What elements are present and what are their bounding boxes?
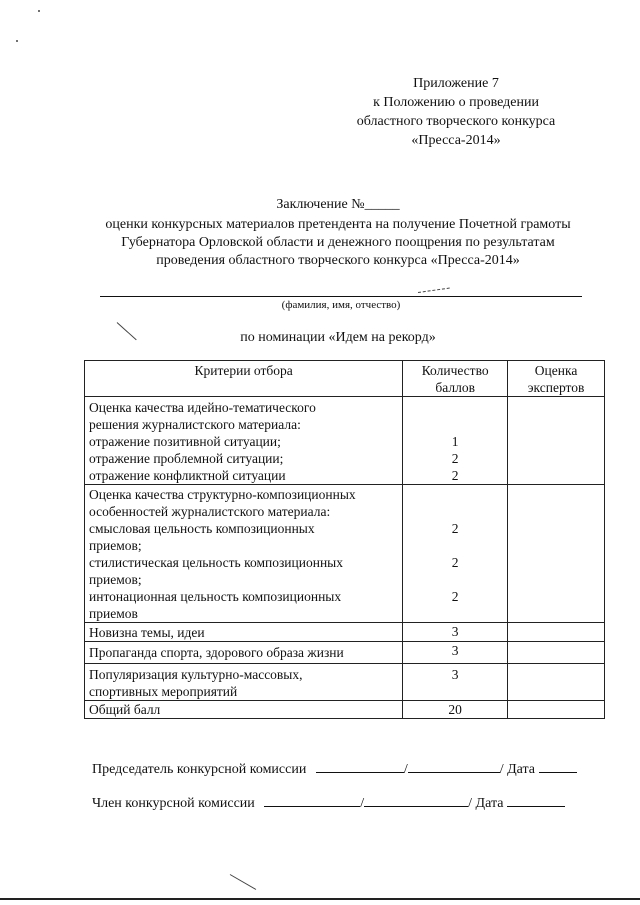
criteria-cell (85, 664, 403, 701)
criteria-text: отражение позитивной ситуации; (89, 434, 281, 449)
criteria-text: Оценка качества структурно-композиционных (89, 487, 356, 502)
criteria-text: Популяризация культурно-массовых, (89, 667, 303, 682)
criteria-cell (85, 397, 403, 485)
table-row (85, 397, 605, 485)
criteria-cell (85, 701, 403, 719)
experts-cell[interactable] (508, 664, 605, 701)
table-row (85, 623, 605, 642)
criteria-text: смысловая цельность композиционных (89, 521, 315, 536)
points-cell (403, 664, 508, 701)
document-heading (80, 196, 596, 270)
table-header-row (85, 361, 605, 397)
criteria-text: приемов; (89, 572, 142, 587)
annex-block (336, 74, 576, 150)
annex-ref: к Положению о проведении (373, 95, 539, 110)
criteria-text: интонационная цельность композиционных (89, 589, 342, 604)
points-cell (403, 642, 508, 664)
points-cell (403, 701, 508, 719)
points-cell (403, 623, 508, 642)
criteria-cell (85, 623, 403, 642)
points-value: 2 (451, 468, 459, 483)
criteria-text: отражение проблемной ситуации; (89, 451, 284, 466)
chair-date-label: / Дата (499, 762, 536, 777)
member-name-blank[interactable] (364, 794, 468, 807)
total-label: Общий балл (89, 702, 161, 717)
points-value: 2 (451, 451, 459, 466)
scan-speck (38, 10, 40, 12)
total-value: 20 (448, 702, 462, 717)
nomination-title: по номинации «Идем на рекорд» (240, 330, 436, 345)
criteria-text: стилистическая цельность композиционных (89, 555, 343, 570)
points-value: 2 (451, 555, 459, 570)
member-signature-line (92, 794, 565, 812)
chair-signature-blank[interactable] (316, 760, 404, 773)
chair-label: Председатель конкурсной комиссии (92, 762, 307, 777)
scan-pen-mark (230, 874, 256, 890)
chair-signature-line (92, 760, 577, 778)
member-signature-blank[interactable] (264, 794, 360, 807)
annex-number: Приложение 7 (413, 76, 499, 91)
scan-speck (16, 40, 18, 42)
header-points-label: Количество (421, 363, 489, 378)
points-value: 2 (451, 589, 459, 604)
member-date-blank[interactable] (507, 794, 565, 807)
criteria-text: приемов (89, 606, 138, 621)
criteria-text: решения журналистского материала: (89, 417, 301, 432)
chair-name-blank[interactable] (408, 760, 500, 773)
experts-cell[interactable] (508, 397, 605, 485)
table-row (85, 642, 605, 664)
criteria-table (84, 360, 605, 719)
criteria-text: спортивных мероприятий (89, 684, 238, 699)
criteria-text: Пропаганда спорта, здорового образа жизни (89, 645, 344, 660)
chair-date-blank[interactable] (539, 760, 577, 773)
header-experts-label: Оценка (534, 363, 578, 378)
header-points-label: баллов (435, 380, 475, 395)
member-label: Член конкурсной комиссии (92, 796, 255, 811)
member-date-label: / Дата (468, 796, 504, 811)
criteria-text: особенностей журналистского материала: (89, 504, 331, 519)
points-value: 1 (451, 434, 459, 449)
applicant-name-caption: (фамилия, имя, отчество) (281, 299, 401, 311)
points-value: 3 (451, 667, 459, 682)
slash-separator: / (403, 762, 408, 777)
points-value: 2 (451, 521, 459, 536)
slash-separator: / (360, 796, 365, 811)
conclusion-title: Заключение №_____ (276, 197, 400, 212)
header-criteria-label: Критерии отбора (194, 363, 293, 378)
header-experts-label: экспертов (527, 380, 585, 395)
experts-cell[interactable] (508, 701, 605, 719)
points-cell (403, 397, 508, 485)
experts-cell[interactable] (508, 642, 605, 664)
scan-pen-mark (418, 288, 450, 293)
heading-line-2: Губернатора Орловской области и денежного поощрения по результатам (121, 235, 555, 250)
table-row (85, 485, 605, 623)
annex-contest-name: «Пресса-2014» (411, 133, 501, 148)
criteria-text: приемов; (89, 538, 142, 553)
criteria-text: Оценка качества идейно-тематического (89, 400, 316, 415)
points-value: 3 (451, 624, 459, 639)
experts-cell[interactable] (508, 485, 605, 623)
experts-cell[interactable] (508, 623, 605, 642)
points-value: 3 (451, 643, 459, 658)
applicant-name-line (100, 296, 582, 297)
heading-line-1: оценки конкурсных материалов претендента на получение Почетной грамоты (105, 217, 571, 232)
criteria-cell (85, 642, 403, 664)
page-bottom-edge (0, 898, 640, 900)
points-cell (403, 485, 508, 623)
table-row (85, 664, 605, 701)
table-row-total (85, 701, 605, 719)
criteria-text: Новизна темы, идеи (89, 625, 205, 640)
header-criteria (85, 361, 403, 397)
heading-line-3: проведения областного творческого конкурса «Пресса-2014» (156, 253, 520, 268)
annex-contest: областного творческого конкурса (356, 114, 556, 129)
criteria-text: отражение конфликтной ситуации (89, 468, 286, 483)
criteria-cell (85, 485, 403, 623)
header-points (403, 361, 508, 397)
header-experts (508, 361, 605, 397)
